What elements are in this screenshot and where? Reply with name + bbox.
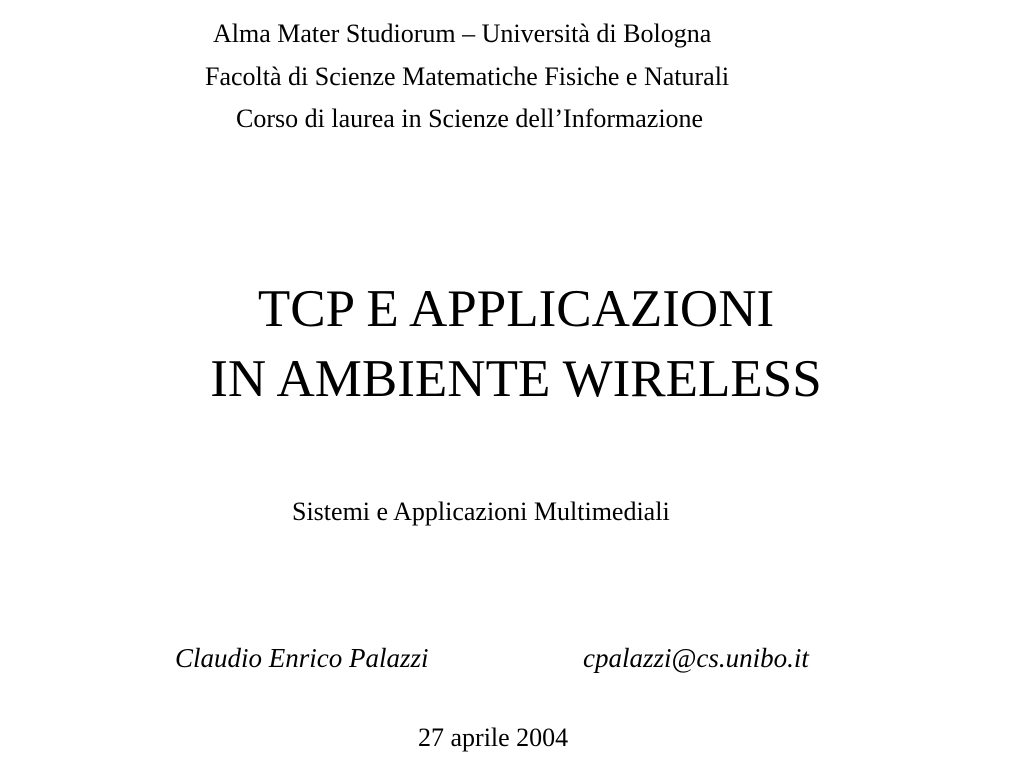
- slide-title-line-2: IN AMBIENTE WIRELESS: [210, 350, 822, 408]
- faculty-name: Facoltà di Scienze Matematiche Fisiche e Naturali: [205, 62, 730, 91]
- course-name: Corso di laurea in Scienze dell’Informazione: [236, 104, 704, 133]
- university-name: Alma Mater Studiorum – Università di Bologna: [213, 19, 712, 48]
- author-name: Claudio Enrico Palazzi: [175, 643, 429, 673]
- slide-title-line-1: TCP E APPLICAZIONI: [257, 280, 775, 338]
- presentation-date: 27 aprile 2004: [418, 723, 569, 752]
- course-subtitle: Sistemi e Applicazioni Multimediali: [292, 497, 670, 526]
- author-email: cpalazzi@cs.unibo.it: [583, 643, 809, 673]
